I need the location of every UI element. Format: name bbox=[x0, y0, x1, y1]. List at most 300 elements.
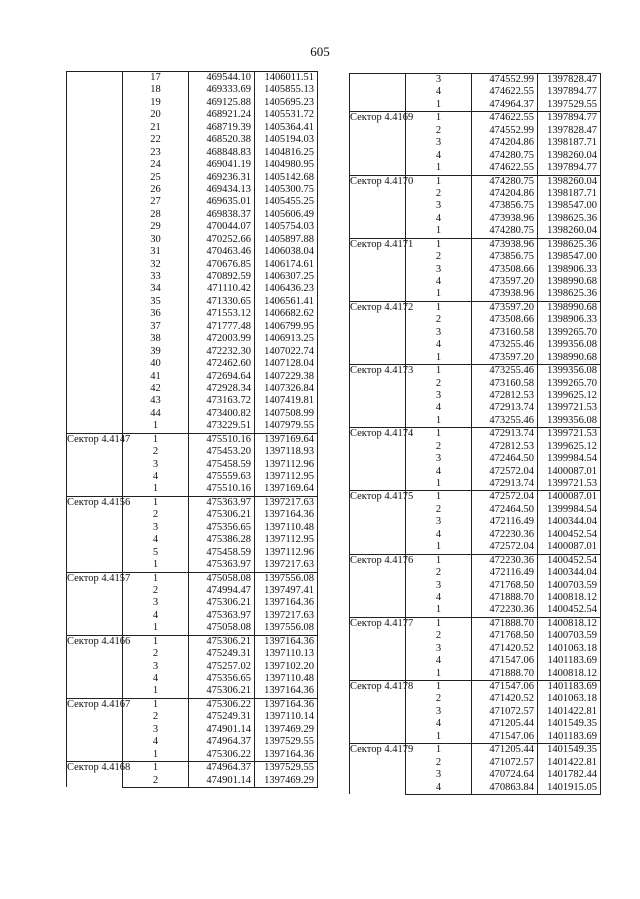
point-number-cell: 4 bbox=[406, 655, 472, 667]
x-coordinate-cell: 473856.75 bbox=[472, 251, 538, 263]
y-coordinate-cell: 1406174.61 bbox=[255, 259, 318, 271]
x-coordinate-cell: 469236.31 bbox=[189, 172, 255, 184]
y-coordinate-cell: 1400344.04 bbox=[538, 567, 601, 579]
point-number-cell: 3 bbox=[406, 580, 472, 592]
point-number-cell: 3 bbox=[406, 516, 472, 528]
x-coordinate-cell: 473597.20 bbox=[472, 276, 538, 288]
y-coordinate-cell: 1400703.59 bbox=[538, 630, 601, 642]
x-coordinate-cell: 472230.36 bbox=[472, 604, 538, 617]
y-coordinate-cell: 1399356.08 bbox=[538, 365, 601, 378]
sector-label: Сектор 4.4176 bbox=[350, 554, 406, 617]
y-coordinate-cell: 1405455.25 bbox=[255, 196, 318, 208]
y-coordinate-cell: 1397828.47 bbox=[538, 125, 601, 137]
point-number-cell: 33 bbox=[123, 271, 189, 283]
y-coordinate-cell: 1398990.68 bbox=[538, 276, 601, 288]
x-coordinate-cell: 473938.96 bbox=[472, 238, 538, 251]
point-number-cell: 1 bbox=[123, 635, 189, 648]
sector-label: Сектор 4.4178 bbox=[350, 681, 406, 744]
x-coordinate-cell: 471553.12 bbox=[189, 308, 255, 320]
coordinates-table-right bbox=[349, 73, 601, 795]
x-coordinate-cell: 473255.46 bbox=[472, 415, 538, 428]
x-coordinate-cell: 469125.88 bbox=[189, 97, 255, 109]
table-row bbox=[350, 74, 601, 87]
y-coordinate-cell: 1397894.77 bbox=[538, 86, 601, 98]
x-coordinate-cell: 469434.13 bbox=[189, 184, 255, 196]
y-coordinate-cell: 1406011.51 bbox=[255, 72, 318, 85]
x-coordinate-cell: 475257.02 bbox=[189, 661, 255, 673]
sector-label: Сектор 4.4179 bbox=[350, 744, 406, 795]
point-number-cell: 4 bbox=[123, 610, 189, 622]
x-coordinate-cell: 473597.20 bbox=[472, 352, 538, 365]
point-number-cell: 43 bbox=[123, 395, 189, 407]
point-number-cell: 30 bbox=[123, 234, 189, 246]
y-coordinate-cell: 1405855.13 bbox=[255, 84, 318, 96]
point-number-cell: 39 bbox=[123, 346, 189, 358]
y-coordinate-cell: 1398625.36 bbox=[538, 288, 601, 301]
x-coordinate-cell: 475306.21 bbox=[189, 685, 255, 698]
point-number-cell: 3 bbox=[123, 597, 189, 609]
y-coordinate-cell: 1397112.96 bbox=[255, 459, 318, 471]
x-coordinate-cell: 472812.53 bbox=[472, 441, 538, 453]
x-coordinate-cell: 474552.99 bbox=[472, 74, 538, 87]
y-coordinate-cell: 1405754.03 bbox=[255, 221, 318, 233]
x-coordinate-cell: 473160.58 bbox=[472, 378, 538, 390]
y-coordinate-cell: 1397894.77 bbox=[538, 112, 601, 125]
point-number-cell: 1 bbox=[123, 433, 189, 446]
x-coordinate-cell: 473938.96 bbox=[472, 213, 538, 225]
point-number-cell: 31 bbox=[123, 246, 189, 258]
point-number-cell: 1 bbox=[123, 698, 189, 711]
sector-label: Сектор 4.4175 bbox=[350, 491, 406, 554]
point-number-cell: 2 bbox=[123, 711, 189, 723]
x-coordinate-cell: 472003.99 bbox=[189, 333, 255, 345]
x-coordinate-cell: 475306.21 bbox=[189, 597, 255, 609]
x-coordinate-cell: 471205.44 bbox=[472, 744, 538, 757]
point-number-cell: 4 bbox=[123, 471, 189, 483]
y-coordinate-cell: 1405142.68 bbox=[255, 172, 318, 184]
y-coordinate-cell: 1406682.62 bbox=[255, 308, 318, 320]
x-coordinate-cell: 473229.51 bbox=[189, 420, 255, 433]
y-coordinate-cell: 1406436.23 bbox=[255, 283, 318, 295]
x-coordinate-cell: 472572.04 bbox=[472, 466, 538, 478]
x-coordinate-cell: 471420.52 bbox=[472, 693, 538, 705]
y-coordinate-cell: 1397118.93 bbox=[255, 446, 318, 458]
x-coordinate-cell: 472462.60 bbox=[189, 358, 255, 370]
x-coordinate-cell: 475363.97 bbox=[189, 559, 255, 572]
x-coordinate-cell: 475386.28 bbox=[189, 534, 255, 546]
point-number-cell: 3 bbox=[406, 769, 472, 781]
point-number-cell: 2 bbox=[123, 648, 189, 660]
x-coordinate-cell: 474280.75 bbox=[472, 150, 538, 162]
x-coordinate-cell: 474204.86 bbox=[472, 137, 538, 149]
table-row bbox=[67, 762, 318, 775]
point-number-cell: 4 bbox=[406, 402, 472, 414]
y-coordinate-cell: 1397217.63 bbox=[255, 610, 318, 622]
sector-label: Сектор 4.4166 bbox=[67, 635, 123, 698]
table-row bbox=[350, 617, 601, 630]
y-coordinate-cell: 1407419.81 bbox=[255, 395, 318, 407]
x-coordinate-cell: 473400.82 bbox=[189, 408, 255, 420]
point-number-cell: 3 bbox=[406, 643, 472, 655]
point-number-cell: 22 bbox=[123, 134, 189, 146]
y-coordinate-cell: 1400818.12 bbox=[538, 617, 601, 630]
x-coordinate-cell: 475249.31 bbox=[189, 711, 255, 723]
point-number-cell: 4 bbox=[406, 213, 472, 225]
y-coordinate-cell: 1406561.41 bbox=[255, 296, 318, 308]
y-coordinate-cell: 1398547.00 bbox=[538, 251, 601, 263]
point-number-cell: 1 bbox=[406, 352, 472, 365]
table-row bbox=[350, 681, 601, 694]
y-coordinate-cell: 1401915.05 bbox=[538, 782, 601, 795]
x-coordinate-cell: 471420.52 bbox=[472, 643, 538, 655]
y-coordinate-cell: 1400818.12 bbox=[538, 592, 601, 604]
y-coordinate-cell: 1399356.08 bbox=[538, 339, 601, 351]
point-number-cell: 2 bbox=[406, 693, 472, 705]
y-coordinate-cell: 1407229.38 bbox=[255, 371, 318, 383]
x-coordinate-cell: 468719.39 bbox=[189, 122, 255, 134]
sector-label: Сектор 4.4147 bbox=[67, 433, 123, 496]
sector-label: Сектор 4.4170 bbox=[350, 175, 406, 238]
point-number-cell: 3 bbox=[406, 264, 472, 276]
y-coordinate-cell: 1399984.54 bbox=[538, 453, 601, 465]
x-coordinate-cell: 472232.30 bbox=[189, 346, 255, 358]
table-body bbox=[350, 74, 601, 795]
y-coordinate-cell: 1397828.47 bbox=[538, 74, 601, 87]
x-coordinate-cell: 470724.64 bbox=[472, 769, 538, 781]
x-coordinate-cell: 474280.75 bbox=[472, 225, 538, 238]
point-number-cell: 3 bbox=[406, 137, 472, 149]
y-coordinate-cell: 1397497.41 bbox=[255, 585, 318, 597]
sector-label bbox=[67, 72, 123, 434]
y-coordinate-cell: 1401422.81 bbox=[538, 706, 601, 718]
x-coordinate-cell: 475458.59 bbox=[189, 547, 255, 559]
point-number-cell: 1 bbox=[123, 685, 189, 698]
point-number-cell: 36 bbox=[123, 308, 189, 320]
point-number-cell: 3 bbox=[123, 459, 189, 471]
point-number-cell: 1 bbox=[406, 478, 472, 491]
x-coordinate-cell: 470863.84 bbox=[472, 782, 538, 795]
point-number-cell: 1 bbox=[406, 554, 472, 567]
point-number-cell: 2 bbox=[123, 446, 189, 458]
y-coordinate-cell: 1405194.03 bbox=[255, 134, 318, 146]
point-number-cell: 4 bbox=[406, 466, 472, 478]
y-coordinate-cell: 1397529.55 bbox=[255, 736, 318, 748]
x-coordinate-cell: 469333.69 bbox=[189, 84, 255, 96]
y-coordinate-cell: 1398625.36 bbox=[538, 238, 601, 251]
point-number-cell: 21 bbox=[123, 122, 189, 134]
point-number-cell: 23 bbox=[123, 147, 189, 159]
x-coordinate-cell: 472572.04 bbox=[472, 491, 538, 504]
y-coordinate-cell: 1399721.53 bbox=[538, 478, 601, 491]
y-coordinate-cell: 1407128.04 bbox=[255, 358, 318, 370]
y-coordinate-cell: 1401549.35 bbox=[538, 718, 601, 730]
sector-label: Сектор 4.4174 bbox=[350, 428, 406, 491]
point-number-cell: 27 bbox=[123, 196, 189, 208]
point-number-cell: 2 bbox=[406, 378, 472, 390]
x-coordinate-cell: 474964.37 bbox=[472, 99, 538, 112]
x-coordinate-cell: 472913.74 bbox=[472, 402, 538, 414]
sector-label: Сектор 4.4173 bbox=[350, 365, 406, 428]
point-number-cell: 29 bbox=[123, 221, 189, 233]
x-coordinate-cell: 474622.55 bbox=[472, 112, 538, 125]
x-coordinate-cell: 472116.49 bbox=[472, 567, 538, 579]
y-coordinate-cell: 1400818.12 bbox=[538, 668, 601, 681]
x-coordinate-cell: 472230.36 bbox=[472, 529, 538, 541]
y-coordinate-cell: 1397164.36 bbox=[255, 749, 318, 762]
x-coordinate-cell: 472230.36 bbox=[472, 554, 538, 567]
sector-label: Сектор 4.4157 bbox=[67, 572, 123, 635]
x-coordinate-cell: 475058.08 bbox=[189, 572, 255, 585]
point-number-cell: 2 bbox=[406, 630, 472, 642]
table-row bbox=[67, 72, 318, 85]
y-coordinate-cell: 1398906.33 bbox=[538, 314, 601, 326]
x-coordinate-cell: 473163.72 bbox=[189, 395, 255, 407]
y-coordinate-cell: 1399625.12 bbox=[538, 390, 601, 402]
point-number-cell: 1 bbox=[406, 288, 472, 301]
x-coordinate-cell: 474901.14 bbox=[189, 775, 255, 788]
sector-label: Сектор 4.4169 bbox=[350, 112, 406, 175]
y-coordinate-cell: 1405695.23 bbox=[255, 97, 318, 109]
point-number-cell: 1 bbox=[406, 301, 472, 314]
page-number: 605 bbox=[310, 44, 330, 59]
x-coordinate-cell: 475510.16 bbox=[189, 483, 255, 496]
point-number-cell: 2 bbox=[406, 188, 472, 200]
table-row bbox=[67, 433, 318, 446]
point-number-cell: 2 bbox=[406, 567, 472, 579]
point-number-cell: 1 bbox=[123, 762, 189, 775]
table-row bbox=[67, 698, 318, 711]
x-coordinate-cell: 475356.65 bbox=[189, 673, 255, 685]
y-coordinate-cell: 1401782.44 bbox=[538, 769, 601, 781]
x-coordinate-cell: 471330.65 bbox=[189, 296, 255, 308]
point-number-cell: 1 bbox=[406, 238, 472, 251]
table-row bbox=[350, 238, 601, 251]
point-number-cell: 2 bbox=[406, 441, 472, 453]
sector-label: Сектор 4.4171 bbox=[350, 238, 406, 301]
x-coordinate-cell: 471072.57 bbox=[472, 706, 538, 718]
x-coordinate-cell: 475510.16 bbox=[189, 433, 255, 446]
point-number-cell: 4 bbox=[406, 782, 472, 795]
point-number-cell: 2 bbox=[406, 125, 472, 137]
point-number-cell: 1 bbox=[123, 496, 189, 509]
y-coordinate-cell: 1398547.00 bbox=[538, 200, 601, 212]
y-coordinate-cell: 1398990.68 bbox=[538, 301, 601, 314]
x-coordinate-cell: 475058.08 bbox=[189, 622, 255, 635]
point-number-cell: 2 bbox=[406, 251, 472, 263]
y-coordinate-cell: 1406038.04 bbox=[255, 246, 318, 258]
y-coordinate-cell: 1397894.77 bbox=[538, 162, 601, 175]
x-coordinate-cell: 468848.83 bbox=[189, 147, 255, 159]
x-coordinate-cell: 473508.66 bbox=[472, 314, 538, 326]
y-coordinate-cell: 1400087.01 bbox=[538, 541, 601, 554]
point-number-cell: 4 bbox=[406, 150, 472, 162]
point-number-cell: 1 bbox=[123, 420, 189, 433]
y-coordinate-cell: 1397169.64 bbox=[255, 483, 318, 496]
sector-label: Сектор 4.4167 bbox=[67, 698, 123, 761]
point-number-cell: 4 bbox=[123, 736, 189, 748]
x-coordinate-cell: 470252.66 bbox=[189, 234, 255, 246]
y-coordinate-cell: 1397112.95 bbox=[255, 534, 318, 546]
y-coordinate-cell: 1397164.36 bbox=[255, 597, 318, 609]
x-coordinate-cell: 472812.53 bbox=[472, 390, 538, 402]
y-coordinate-cell: 1405897.88 bbox=[255, 234, 318, 246]
point-number-cell: 1 bbox=[123, 622, 189, 635]
point-number-cell: 4 bbox=[406, 276, 472, 288]
y-coordinate-cell: 1399625.12 bbox=[538, 441, 601, 453]
sector-label: Сектор 4.4177 bbox=[350, 617, 406, 680]
table-row bbox=[350, 491, 601, 504]
point-number-cell: 4 bbox=[406, 86, 472, 98]
point-number-cell: 3 bbox=[406, 453, 472, 465]
y-coordinate-cell: 1397110.48 bbox=[255, 522, 318, 534]
y-coordinate-cell: 1400087.01 bbox=[538, 466, 601, 478]
y-coordinate-cell: 1397112.95 bbox=[255, 471, 318, 483]
point-number-cell: 3 bbox=[123, 522, 189, 534]
point-number-cell: 4 bbox=[123, 673, 189, 685]
point-number-cell: 1 bbox=[123, 559, 189, 572]
point-number-cell: 1 bbox=[406, 225, 472, 238]
point-number-cell: 4 bbox=[123, 534, 189, 546]
point-number-cell: 2 bbox=[406, 504, 472, 516]
y-coordinate-cell: 1397556.08 bbox=[255, 572, 318, 585]
x-coordinate-cell: 469838.37 bbox=[189, 209, 255, 221]
point-number-cell: 1 bbox=[406, 744, 472, 757]
table-row bbox=[350, 428, 601, 441]
point-number-cell: 3 bbox=[406, 327, 472, 339]
y-coordinate-cell: 1397556.08 bbox=[255, 622, 318, 635]
point-number-cell: 4 bbox=[406, 529, 472, 541]
x-coordinate-cell: 472572.04 bbox=[472, 541, 538, 554]
table-row bbox=[350, 112, 601, 125]
x-coordinate-cell: 471768.50 bbox=[472, 630, 538, 642]
y-coordinate-cell: 1401063.18 bbox=[538, 643, 601, 655]
y-coordinate-cell: 1406307.25 bbox=[255, 271, 318, 283]
y-coordinate-cell: 1406799.95 bbox=[255, 321, 318, 333]
x-coordinate-cell: 468921.24 bbox=[189, 109, 255, 121]
y-coordinate-cell: 1398906.33 bbox=[538, 264, 601, 276]
x-coordinate-cell: 474552.99 bbox=[472, 125, 538, 137]
y-coordinate-cell: 1407326.84 bbox=[255, 383, 318, 395]
point-number-cell: 1 bbox=[406, 428, 472, 441]
point-number-cell: 28 bbox=[123, 209, 189, 221]
x-coordinate-cell: 474204.86 bbox=[472, 188, 538, 200]
point-number-cell: 18 bbox=[123, 84, 189, 96]
point-number-cell: 41 bbox=[123, 371, 189, 383]
x-coordinate-cell: 471547.06 bbox=[472, 681, 538, 694]
x-coordinate-cell: 470892.59 bbox=[189, 271, 255, 283]
y-coordinate-cell: 1397217.63 bbox=[255, 496, 318, 509]
x-coordinate-cell: 472913.74 bbox=[472, 428, 538, 441]
y-coordinate-cell: 1397164.36 bbox=[255, 635, 318, 648]
x-coordinate-cell: 473597.20 bbox=[472, 301, 538, 314]
x-coordinate-cell: 471547.06 bbox=[472, 731, 538, 744]
y-coordinate-cell: 1397112.96 bbox=[255, 547, 318, 559]
table-row bbox=[350, 744, 601, 757]
x-coordinate-cell: 473255.46 bbox=[472, 365, 538, 378]
x-coordinate-cell: 471110.42 bbox=[189, 283, 255, 295]
point-number-cell: 1 bbox=[406, 175, 472, 188]
y-coordinate-cell: 1401549.35 bbox=[538, 744, 601, 757]
point-number-cell: 1 bbox=[406, 365, 472, 378]
y-coordinate-cell: 1407508.99 bbox=[255, 408, 318, 420]
x-coordinate-cell: 469544.10 bbox=[189, 72, 255, 85]
point-number-cell: 2 bbox=[123, 585, 189, 597]
table-row bbox=[350, 301, 601, 314]
point-number-cell: 38 bbox=[123, 333, 189, 345]
point-number-cell: 19 bbox=[123, 97, 189, 109]
y-coordinate-cell: 1397102.20 bbox=[255, 661, 318, 673]
table-row bbox=[67, 572, 318, 585]
x-coordinate-cell: 473255.46 bbox=[472, 339, 538, 351]
x-coordinate-cell: 470463.46 bbox=[189, 246, 255, 258]
y-coordinate-cell: 1401422.81 bbox=[538, 757, 601, 769]
point-number-cell: 4 bbox=[406, 339, 472, 351]
y-coordinate-cell: 1400452.54 bbox=[538, 554, 601, 567]
table-row bbox=[350, 554, 601, 567]
x-coordinate-cell: 469635.01 bbox=[189, 196, 255, 208]
point-number-cell: 1 bbox=[123, 483, 189, 496]
x-coordinate-cell: 475356.65 bbox=[189, 522, 255, 534]
x-coordinate-cell: 474280.75 bbox=[472, 175, 538, 188]
x-coordinate-cell: 471547.06 bbox=[472, 655, 538, 667]
x-coordinate-cell: 475306.21 bbox=[189, 509, 255, 521]
x-coordinate-cell: 475363.97 bbox=[189, 610, 255, 622]
y-coordinate-cell: 1397110.13 bbox=[255, 648, 318, 660]
y-coordinate-cell: 1397529.55 bbox=[538, 99, 601, 112]
point-number-cell: 4 bbox=[406, 718, 472, 730]
x-coordinate-cell: 475458.59 bbox=[189, 459, 255, 471]
y-coordinate-cell: 1401183.69 bbox=[538, 731, 601, 744]
point-number-cell: 44 bbox=[123, 408, 189, 420]
y-coordinate-cell: 1404980.95 bbox=[255, 159, 318, 171]
point-number-cell: 3 bbox=[406, 390, 472, 402]
y-coordinate-cell: 1401183.69 bbox=[538, 681, 601, 694]
x-coordinate-cell: 475453.20 bbox=[189, 446, 255, 458]
x-coordinate-cell: 473938.96 bbox=[472, 288, 538, 301]
x-coordinate-cell: 473856.75 bbox=[472, 200, 538, 212]
y-coordinate-cell: 1397164.36 bbox=[255, 685, 318, 698]
point-number-cell: 1 bbox=[406, 162, 472, 175]
y-coordinate-cell: 1399356.08 bbox=[538, 415, 601, 428]
point-number-cell: 42 bbox=[123, 383, 189, 395]
point-number-cell: 3 bbox=[406, 200, 472, 212]
x-coordinate-cell: 475306.22 bbox=[189, 749, 255, 762]
y-coordinate-cell: 1398187.71 bbox=[538, 188, 601, 200]
table-body bbox=[67, 72, 318, 788]
point-number-cell: 4 bbox=[406, 592, 472, 604]
y-coordinate-cell: 1404816.25 bbox=[255, 147, 318, 159]
x-coordinate-cell: 471888.70 bbox=[472, 668, 538, 681]
point-number-cell: 26 bbox=[123, 184, 189, 196]
y-coordinate-cell: 1398260.04 bbox=[538, 150, 601, 162]
x-coordinate-cell: 471768.50 bbox=[472, 580, 538, 592]
y-coordinate-cell: 1400087.01 bbox=[538, 491, 601, 504]
x-coordinate-cell: 472116.49 bbox=[472, 516, 538, 528]
point-number-cell: 37 bbox=[123, 321, 189, 333]
x-coordinate-cell: 474994.47 bbox=[189, 585, 255, 597]
x-coordinate-cell: 473508.66 bbox=[472, 264, 538, 276]
point-number-cell: 1 bbox=[406, 99, 472, 112]
point-number-cell: 1 bbox=[406, 681, 472, 694]
x-coordinate-cell: 469041.19 bbox=[189, 159, 255, 171]
y-coordinate-cell: 1398625.36 bbox=[538, 213, 601, 225]
table-row bbox=[350, 175, 601, 188]
y-coordinate-cell: 1398260.04 bbox=[538, 175, 601, 188]
point-number-cell: 34 bbox=[123, 283, 189, 295]
y-coordinate-cell: 1406913.25 bbox=[255, 333, 318, 345]
point-number-cell: 1 bbox=[123, 749, 189, 762]
sector-label bbox=[350, 74, 406, 112]
